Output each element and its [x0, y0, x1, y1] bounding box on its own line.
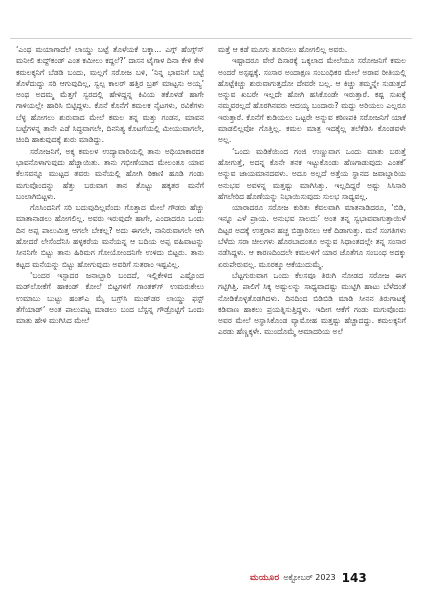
issue-date: ಅಕ್ಟೋಬರ್ 2023 — [283, 573, 336, 582]
magazine-brand: ಮಯೂರ — [250, 573, 280, 583]
paragraph: ಬೆಟ್ಟಗುರುವಾಗ ಒಂದು ಕೆಲಸವೂ ತಿರುಗಿ ನೋಡದ ಸರೋಜ ಈಗ ಗಟ್ಟಿಗಿತ್ತಿ. ಪಾಲಿಗೆ ಸಿಕ್ಕ ಅಷ್ಟುಲನ್ನು ಸಾಧ್ಯವಾದಷ್ಟು ಮುಟ್ಟಿಗಿ ಹಾಟು ಬೆಳೆದಂತೆ ನೋಡಿಕೊಳ್ಳತೊಡಗಿದಳು. ದಿನದಿಂದ ಬಿಡಿಬಿಡಿ ಮಾಡಿ ಸೀನನ ತಿರುಗಾಟಕ್ಕೆ ಕಡಿವಾಣ ಹಾಕಲು ಪ್ರಯತ್ನಿಸುತ್ತಿದ್ದಳು. ಇದೀಗ ಆಕೆಗೆ ಗಂಡು ಮಗುವೊಂದು ಅವರ ಮೇಲೆ ಅಸ್ಥಾಸಿಕೊಂಡ ವ್ಯಾಮೋಹ ಮತ್ತಷ್ಟು ಹೆಚ್ಚಾದದ್ದು. ಕಮಲಕ್ಕನಿಗೆ ಎರಡು ಹೆಣ್ಣಕ್ಕಳೇ. ಮುಂದೊಮ್ಮೆ ಆಮಾದರಿಯ ಅಲೆ — [218, 270, 406, 337]
paragraph: ಇಷ್ಟಾದರೂ ವೇರೆ ದಿಸಾರಕ್ಕೆ ಒಕ್ಕಲಾದ ಮೇಲೆಯೂ ಸರೋಜನಿಗೆ ಕಮಲ ಅಂದರೆ ಅಸ್ಪಷ್ಟಕ್ಕೆ. ಸಂಸಾರ ಅಂದಾಕ್ಷಣ ಸಂಬಂಧಿಕರ ಮೇಲೆ ಅರಾವ ರೀತಿಯಲ್ಲಿ ಹೊಟ್ಟೆಕಿಚ್ಚು ಶುರುವಾಗುತ್ತದೋ ದೇವರೇ ಬಲ್ಲ. ಆ ಕಿಚ್ಚು ತಮ್ಮನ್ನೇ ಸುಡುತ್ತದೆ ಅನ್ನುವ ಖಬರೇ ಇಲ್ಲದೇ ಹೋಗಿ ಹಸಿಕೊಂಡೇ ಇರುತ್ತಾರೆ. ಕಷ್ಟ ಸುಖಕ್ಕೆ ನಮ್ಮವರಲ್ಲದೆ ಹೊರಗಿನವರು ಆದಯ್ಯ ಬಂದಾರು? ಮದ್ದು ಅರಿಯಲು ಎಲ್ಲರೂ ಇರುತ್ತಾರೆ. ಕೊನೆಗೆ ಕುಡಿಯಲು ಒಟ್ಟರೇ ಅನ್ನುವ ಕಠಿಣಪಕಿ ಸರೋಜನಿಗೆ ಯಾಕೆ ಮಾಡಲಿಲ್ಲವೋ ಗೊತ್ತಿಲ್ಲ. ಕಮಲ ಮಾತ್ರ ಇದಕ್ಕೆಲ್ಲ ತಲೆಕೆಡಿಸಿ ಕೊಂಡವಳೇ ಅಲ್ಲ. — [218, 56, 406, 145]
left-column — [16, 44, 204, 326]
page-number: 143 — [341, 571, 367, 585]
paragraph: ಮತ್ತೆ ಆ ಕಡೆ ಮೂಗು ತೂರಿಸಲು ಹೋಗಲಿಲ್ಲ ಅವರು. — [218, 45, 348, 54]
page-footer — [250, 568, 420, 588]
paragraph: ‘ಬಂದರ ಇಸ್ಟಾದರ ಜನಾಬ್ಬಾರಿ ಬಂದದೆ, ಇಲ್ಲಿಕೇಳಿದ ಎಷ್ಟೊಂದ ಮಡ್‌ಲೋಕೆಗೆ ಹಾಕಂಡ್ ಕೋಲೆ ಬಿಟ್ಟಗಳಿಗೆ ಗಾಂತಕ್‌ಗ್ ಉಮರುಕೇಲು ಉಮಾಬು ಬುಟ್ಟು ಹಂತ್‌ಎ ಮೈ ಬಗ್ರ್‌ಸಿ ಮುಡ್‌ಡರ ಲಾಯ್ಡು ಫಸ್ಟ್ ತೆಗೆಯಾಡ್’ ಅಂತ ಪಾಲುಪಟ್ಟ ಮಾಡಲು ಬಂದ ಬೆಸ್ಟನ್ನ ಗೌಡ್ರೊಟ್ಟಿಗೆ ಒಂದು ಮಾತು ಹೇಳಿ ಮುಗಿಸಿದ ಮೇಲೆ — [16, 270, 204, 326]
paragraph: ‘ಒಂದು ಮಡಿಕೆಯಿಂದ ಗಂಜಿ ಉಣ್ಣುವಾಗ ಒಂದು ಮಾತು ಬರುತ್ತೆ ಹೋಗುತ್ತೆ, ಅದನ್ನ ಕೊನೇ ತನಕ ಇಟ್ಟುಕೊಂಡು ಹೆಣಗಾಡುವುದು ಎಂತಕೆ’ ಅನ್ನುವ ಜಾಯಮಾನದವಳು. ಅದೂ ಅಲ್ಲದೆ ಅತ್ತೆಯ ಸ್ಥಾನದ ಜವಾಬ್ದಾರಿಯ ಅನುಭವ ಅವಳನ್ನ ಮತ್ತಷ್ಟು ಮಾಗಿಸಿತ್ತು. ಇಲ್ಲದಿದ್ದರೆ ಅಷ್ಟು ಸಿಸಿಸಾರಿ ಹೆಗಲೇರಿದ ಹೊಣೆಯನ್ನು ನಿಭಾಯಿಸುವುದು ಸುಲಭ ಸಾಧ್ಯವಲ್ಲ. — [218, 146, 406, 201]
paragraph: ಯಾರಾದರೂ ಸರೋಜ ಕುರಿತು ಕೆವಲವಾಗಿ ಮಾತನಾಡಿದರೂ, ‘ಬಿಡಿ, ಇನ್ನೂ ಎಳೆ ಪ್ರಾಯ. ಅನುಭವ ಸಾಲದು’ ಅಂತ ತನ್ನ ಸ್ವಭಾವವಾಗುತ್ತಾಯಿಳೆ ದಿಟ್ಟರ ಅದಕ್ಕೆ ಉತ್ತರಾನ ಹಚ್ಚ ಬಿಡ್ತಾರಿಸಲು ಆಕೆ ದಿಡಾಗುತ್ತು. ಮನೆ ಸಂಗತಿಗಳು ಬೆಳೆದು ಸರಾ ಚೀಲಗಳು ಹೊರಬಾದಂತೂ ಅನ್ನುವ ಸಿಧಾಂತದಲ್ಲೇ ತನ್ನ ಸಂಸಾರ ನಡೆಸಿದ್ದಳು. ಆ ಕಾರಣದಿಂದಲೇ ಕಮಲಳಿಗೆ ಯಾರ ಜೊತೆಗೂ ಸಂಬಂಧ ಅದಕ್ಕು ಏರುಪೇರುವಲ್ಲ. ಮೂರಕ್ಕೂ ಆಕೆಯುದುಮ್ಮೆ. — [218, 203, 406, 269]
paragraph: ಗೊಸಿಂದನಿಗೆ ಸರಿ ಬದುವುದಿಲ್ಲವೆಂದು ಗೊತ್ತಾದ ಮೇಲೆ ಗೌಡರು ಹೆಚ್ಚು ಮಾತಾನಾಡಲು ಹೋಗಲಿಲ್ಲ. ಅವರು ಇರುವುದೇ ಹಾಗೇ, ಎಂದಾದರೂ ಒಂದು ದಿನ ಅಪ್ಪ ಪಾಲುಮಿತ್ತ ಆಗಲೇ ಬೇಕಲ್ಲ? ಅದು ಈಗಲೇ, ನಾನಿರುವಾಗಲೇ ಆಗಿ ಹೋದರೆ ಲೇಸೆಂದೆನಿಸಿ ಹಳ್ಳಕರೆಯ ಮನೆಯನ್ನ ಆ ಬದಿಯ ಅಪ್ಪ ವಹಿವಾಟನ್ನು ಸೀನನಿಗೇ ಬಿಟ್ಟು ತಾನು ಹಿರಿಮಗ ಗೋಯೋಂದನಿಗೇ ಉಳಿದು ಬಿಟ್ಟರು. ತಾನು ಕಟ್ಟದ ಮನೆಯನ್ನು ಬಿಟ್ಟು ಹೋಗುವುದು ಅವರಿಗೆ ಸುತರಾಂ ಇಷ್ಟವಿಲ್ಲ. — [16, 203, 204, 269]
right-column — [218, 44, 406, 338]
top-rule — [10, 38, 412, 39]
paragraph: ‘ಎಂಥ ಮಯಾಗಾದೆಲೆ ಲಾಯ್ಡು ಬಟ್ಟೆ ತೊಳೆಯಕೆ ಬಕ್ಕಾ... ಎಗ್ಗ್ ಹೆಂಗ್ಸ್‌ಸ್ ಮನೀಲಿ ಕುದ್ದ್‌ಕಂಡ್ ಎಂತ ಕಮೀಲು ಕದ್ದಲೆ?’ ದಾಸನ ಟೈಗಾಳ ದಿನಾ ಕೇಳಿ ಕೇಳಿ ಕಮಲಕ್ಕನಿಗೆ ಬೆಡಡಿ ಬಂದು, ಮಲ್ಲಗೆ ಸರೋಜ ಬಳಿ, ‘ನಿನ್ನ ಭಾವನಿಗೆ ಬಟ್ಟೆ ತೊಳೆದುದ್ದು ಸರಿ ಆಗುವುದಿಲ್ಲ, ಸ್ವಲ್ಪ ಕಾಲರ್ ಹತ್ತಿರ ಬ್ರಶ್ ಮಾಟ್ಟಸು ಅಯ್ಯ’ ಅಂಥ ಅದಮ್ಮ ಮೆತ್ತಗೆ ಸ್ವರದಲ್ಲಿ ಹೇಳಿದ್ದನ್ನ ಕಿವಿಯ ತಕೊಳಡೆ ಹಾಗೇ ಗಾಳಿಯಲ್ಲೇ ಹಾರಿಸಿ ಬಿಟ್ಟಿದ್ದಳು. ಕೊನೆ ಕೊನೆಗೆ ಕಮಲಕ ನೈಟಗಳು, ರವಿಕೆಗಳು ಬೆಳ್ಳ ಹೋಗಲು ಶುರುವಾದ ಮೇಲೆ ಕಮಲ ತನ್ನ ಮತ್ತು ಗಂಡನ, ಮಾವನ ಬಟ್ಟೆಗಳನ್ನ ತಾನೇ ಎಡೆ ಸಿದ್ಧವಾಗಲೇ, ದಿನನಿತ್ಯ ಕೊಟಗೆಯಲ್ಲಿ ಮೀಯುವಾಗಲೇ, ಚಿಂದಿ ಹಾಕುವುದಕ್ಕೆ ಶುರು ಮಾಡಿದ್ದು. — [16, 45, 204, 145]
paragraph: ಸರೋಜನಿಗೆ, ಅಕ್ಕ ಕಮಲಳ ಉದ್ಯಾವಾರಿಯಲ್ಲಿ ತಾನು ಅಧಿಯಾಕಾರದಕ ಭಾವನೊಳಾಗುವುದು ಹೆಚ್ಚಾಯಿತು. ತಾನು ಗಭೀಣೆಯಾದ ಮೇಲಂತೂ ಯಾವ ಕೆಲಸವನ್ನೂ ಮುಟ್ಟದ ತವರು ಮನೆಯಲ್ಲಿ ಹೋಗಿ ಠಿಕಾಣಿ ಹೂಡಿ ಗಂಡು ಮಗುವೊಂದನ್ನು ಹೆತ್ತು ಬರುವಾಗ ತಾನ ತೊಟ್ಟು ಹಕ್ಕತರ ಮನೆಗೆ ಬಂಲಾಗಿಬಿಟ್ಟಳು. — [16, 146, 204, 201]
